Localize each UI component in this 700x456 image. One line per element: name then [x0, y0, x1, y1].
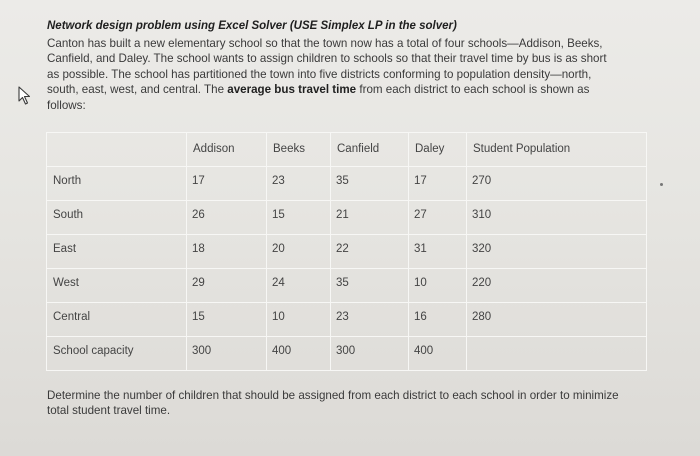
time-cell-canfield: 35 [331, 269, 409, 303]
time-cell-beeks: 24 [267, 269, 331, 303]
table-row [47, 235, 647, 269]
problem-title: Network design problem using Excel Solver (USE Simplex LP in the solver) [47, 20, 457, 32]
intro-text-start: Canton has built a new elementary school so that the town now has a total of four schools—Addison, Beeks, Canfield, and Daley. The school wants to assign children to schools so that their travel time by bus is as short as possible. The school has partitioned the town into five districts conforming to population density—north, south, east, west, and central. The [47, 37, 607, 97]
header-cell-student-population: Student Population [467, 133, 647, 167]
population-cell: 220 [467, 269, 647, 303]
time-cell-addison: 17 [187, 167, 267, 201]
district-cell: North [47, 167, 187, 201]
district-cell: Central [47, 303, 187, 337]
district-cell: West [47, 269, 187, 303]
header-cell-blank [47, 133, 187, 167]
time-cell-addison: 18 [187, 235, 267, 269]
problem-description [47, 36, 622, 113]
time-cell-beeks: 15 [267, 201, 331, 235]
time-cell-beeks: 20 [267, 235, 331, 269]
capacity-cell-addison: 300 [187, 337, 267, 371]
capacity-label-cell: School capacity [47, 337, 187, 371]
district-cell: East [47, 235, 187, 269]
population-cell: 280 [467, 303, 647, 337]
time-cell-canfield: 35 [331, 167, 409, 201]
time-cell-canfield: 23 [331, 303, 409, 337]
mouse-pointer-icon [17, 86, 33, 106]
time-cell-daley: 16 [409, 303, 467, 337]
time-cell-canfield: 22 [331, 235, 409, 269]
intro-text-end: from each district to each school is shown as follows: [47, 83, 590, 112]
time-cell-daley: 10 [409, 269, 467, 303]
intro-bold-phrase: average bus travel time [227, 83, 357, 97]
population-cell: 270 [467, 167, 647, 201]
capacity-cell-daley: 400 [409, 337, 467, 371]
table-row [47, 167, 647, 201]
table-row [47, 269, 647, 303]
capacity-cell-canfield: 300 [331, 337, 409, 371]
travel-time-table [46, 132, 647, 371]
header-cell-daley: Daley [409, 133, 467, 167]
capacity-cell-empty [467, 337, 647, 371]
district-cell: South [47, 201, 187, 235]
capacity-row [47, 337, 647, 371]
time-cell-daley: 31 [409, 235, 467, 269]
time-cell-daley: 17 [409, 167, 467, 201]
capacity-cell-beeks: 400 [267, 337, 331, 371]
header-cell-beeks: Beeks [267, 133, 331, 167]
time-cell-addison: 26 [187, 201, 267, 235]
population-cell: 320 [467, 235, 647, 269]
table-row [47, 303, 647, 337]
time-cell-daley: 27 [409, 201, 467, 235]
time-cell-beeks: 10 [267, 303, 331, 337]
time-cell-canfield: 21 [331, 201, 409, 235]
population-cell: 310 [467, 201, 647, 235]
time-cell-addison: 15 [187, 303, 267, 337]
header-cell-canfield: Canfield [331, 133, 409, 167]
table-row [47, 201, 647, 235]
screen-speck [660, 183, 663, 186]
problem-instruction: Determine the number of children that should be assigned from each district to each school in order to minimize total student travel time. [47, 389, 619, 417]
time-cell-addison: 29 [187, 269, 267, 303]
time-cell-beeks: 23 [267, 167, 331, 201]
table-header-row [47, 133, 647, 167]
header-cell-addison: Addison [187, 133, 267, 167]
